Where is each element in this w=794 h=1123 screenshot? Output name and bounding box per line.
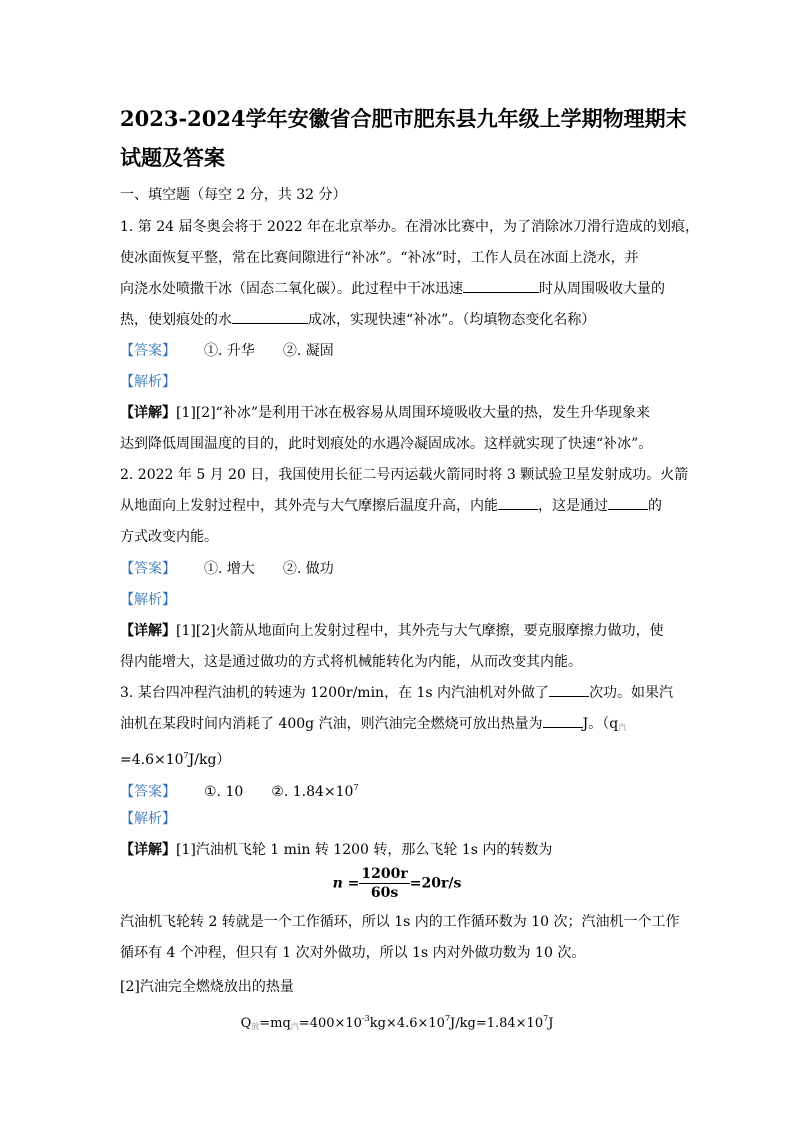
text: J/kg） [188, 752, 231, 768]
q1-line: 使冰面恢复平整，常在比赛间隙进行“补冰”。“补冰”时，工作人员在冰面上浇水，并 [120, 250, 639, 266]
numerator: 1200r [361, 866, 408, 882]
text: 的 [648, 498, 662, 514]
answer: ①. 10 [204, 784, 244, 800]
q3-line [120, 715, 626, 737]
text: 向浇水处喷撒干冰（固态二氧化碳）。此过程中干冰迅速 [120, 281, 463, 297]
text: 次功。如果汽 [589, 685, 674, 701]
text: ，这是通过 [538, 498, 608, 514]
q1-line: 1. 第 24 届冬奥会将于 2022 年在北京举办。在滑冰比赛中，为了消除冰刀滑行造成的划痕， [120, 219, 700, 235]
text: =4.6×10 [120, 752, 184, 768]
answer-blank[interactable] [463, 280, 539, 293]
denominator: 60s [370, 885, 399, 901]
q1-answer [120, 342, 334, 360]
formula-rhs: =20r/s [409, 875, 462, 892]
text: 3. 某台四冲程汽油机的转速为 1200r/min，在 1s 内汽油机对外做了 [120, 685, 550, 701]
answer-blank[interactable] [498, 497, 538, 510]
analysis-tag: 【解析】 [120, 374, 176, 390]
text: 成冰，实现快速“补冰”。（均填物态变化名称） [308, 312, 596, 328]
page-title: 2023-2024学年安徽省合肥市肥东县九年级上学期物理期末 [120, 106, 687, 131]
q3-answer [120, 779, 359, 801]
answer-tag: 【答案】 [120, 784, 176, 800]
answer: ①. 升华 [204, 343, 255, 359]
t: =mq [259, 1016, 291, 1031]
answer: ①. 增大 [204, 561, 255, 577]
q2-answer [120, 560, 334, 578]
subscript: 汽 [618, 723, 627, 732]
superscript: 7 [353, 783, 359, 792]
superscript: -3 [361, 1014, 370, 1023]
q3-line [120, 684, 673, 702]
section-heading: 一、填空题（每空 2 分，共 32 分） [120, 187, 347, 203]
q2-detail [120, 622, 664, 640]
fraction [359, 865, 409, 902]
answer-blank[interactable] [549, 684, 589, 697]
answer: ②. 做功 [282, 561, 334, 577]
t: J/kg=1.84×10 [450, 1016, 544, 1031]
t: =400×10 [298, 1016, 362, 1031]
page-title-cont: 试题及答案 [120, 145, 225, 170]
answer-tag: 【答案】 [120, 561, 176, 577]
q1-line [120, 311, 595, 329]
t: kg×4.6×10 [369, 1016, 445, 1031]
text: 从地面向上发射过程中，其外壳与大气摩擦后温度升高，内能 [120, 498, 498, 514]
analysis-tag: 【解析】 [120, 592, 176, 608]
q3-detail: [2]汽油完全燃烧放出的热量 [120, 979, 294, 995]
answer-blank[interactable] [608, 497, 648, 510]
text: 油机在某段时间内消耗了 400g 汽油，则汽油完全燃烧可放出热量为 [120, 716, 543, 732]
t: J [548, 1016, 554, 1031]
formula-rpm [0, 865, 794, 902]
superscript: 7 [183, 751, 189, 760]
q3-detail: 循环有 4 个冲程，但只有 1 次对外做功，所以 1s 内对外做功数为 10 次。 [120, 945, 586, 961]
text: 热，使划痕处的水 [120, 312, 232, 328]
detail-tag: 【详解】 [120, 623, 176, 639]
answer: ②. 凝固 [282, 343, 334, 359]
formula-heat [0, 1010, 794, 1036]
formula-lhs: n = [332, 875, 360, 892]
analysis-tag: 【解析】 [120, 811, 176, 827]
answer-blank[interactable] [232, 311, 308, 324]
superscript: 7 [444, 1014, 451, 1023]
answer-blank[interactable] [543, 715, 583, 728]
q2-detail: 得内能增大，这是通过做功的方式将机械能转化为内能，从而改变其内能。 [120, 654, 582, 670]
q3-detail: 汽油机飞轮转 2 转就是一个工作循环，所以 1s 内的工作循环数为 10 次；汽油机一个工作 [120, 914, 680, 930]
t: Q [240, 1016, 252, 1031]
text: [1][2]火箭从地面向上发射过程中，其外壳与大气摩擦，要克服摩擦力做功，使 [176, 623, 664, 639]
q3-detail [120, 841, 552, 859]
text: J。（q [582, 716, 619, 732]
q1-detail: 达到降低周围温度的目的，此时划痕处的水遇冷凝固成冰。这样就实现了快速“补冰”。 [120, 436, 653, 452]
subscript: 汽 [290, 1022, 299, 1031]
q2-line [120, 497, 662, 515]
q1-detail [120, 404, 650, 422]
q2-line: 方式改变内能。 [120, 529, 218, 545]
q1-line [120, 280, 665, 298]
superscript: 7 [543, 1014, 549, 1023]
subscript: 放 [251, 1022, 260, 1031]
text: 时从周围吸收大量的 [539, 281, 665, 297]
text: [1][2]“补冰”是利用干冰在极容易从周围环境吸收大量的热，发生升华现象来 [176, 405, 650, 421]
text: [1]汽油机飞轮 1 min 转 1200 转，那么飞轮 1s 内的转数为 [176, 842, 553, 858]
answer: ②. 1.84×10 [271, 784, 354, 800]
answer-tag: 【答案】 [120, 343, 176, 359]
q2-line: 2. 2022 年 5 月 20 日，我国使用长征二号丙运载火箭同时将 3 颗试验卫星发射成功。火箭 [120, 467, 689, 483]
q3-line [120, 747, 230, 769]
detail-tag: 【详解】 [120, 405, 176, 421]
detail-tag: 【详解】 [120, 842, 176, 858]
